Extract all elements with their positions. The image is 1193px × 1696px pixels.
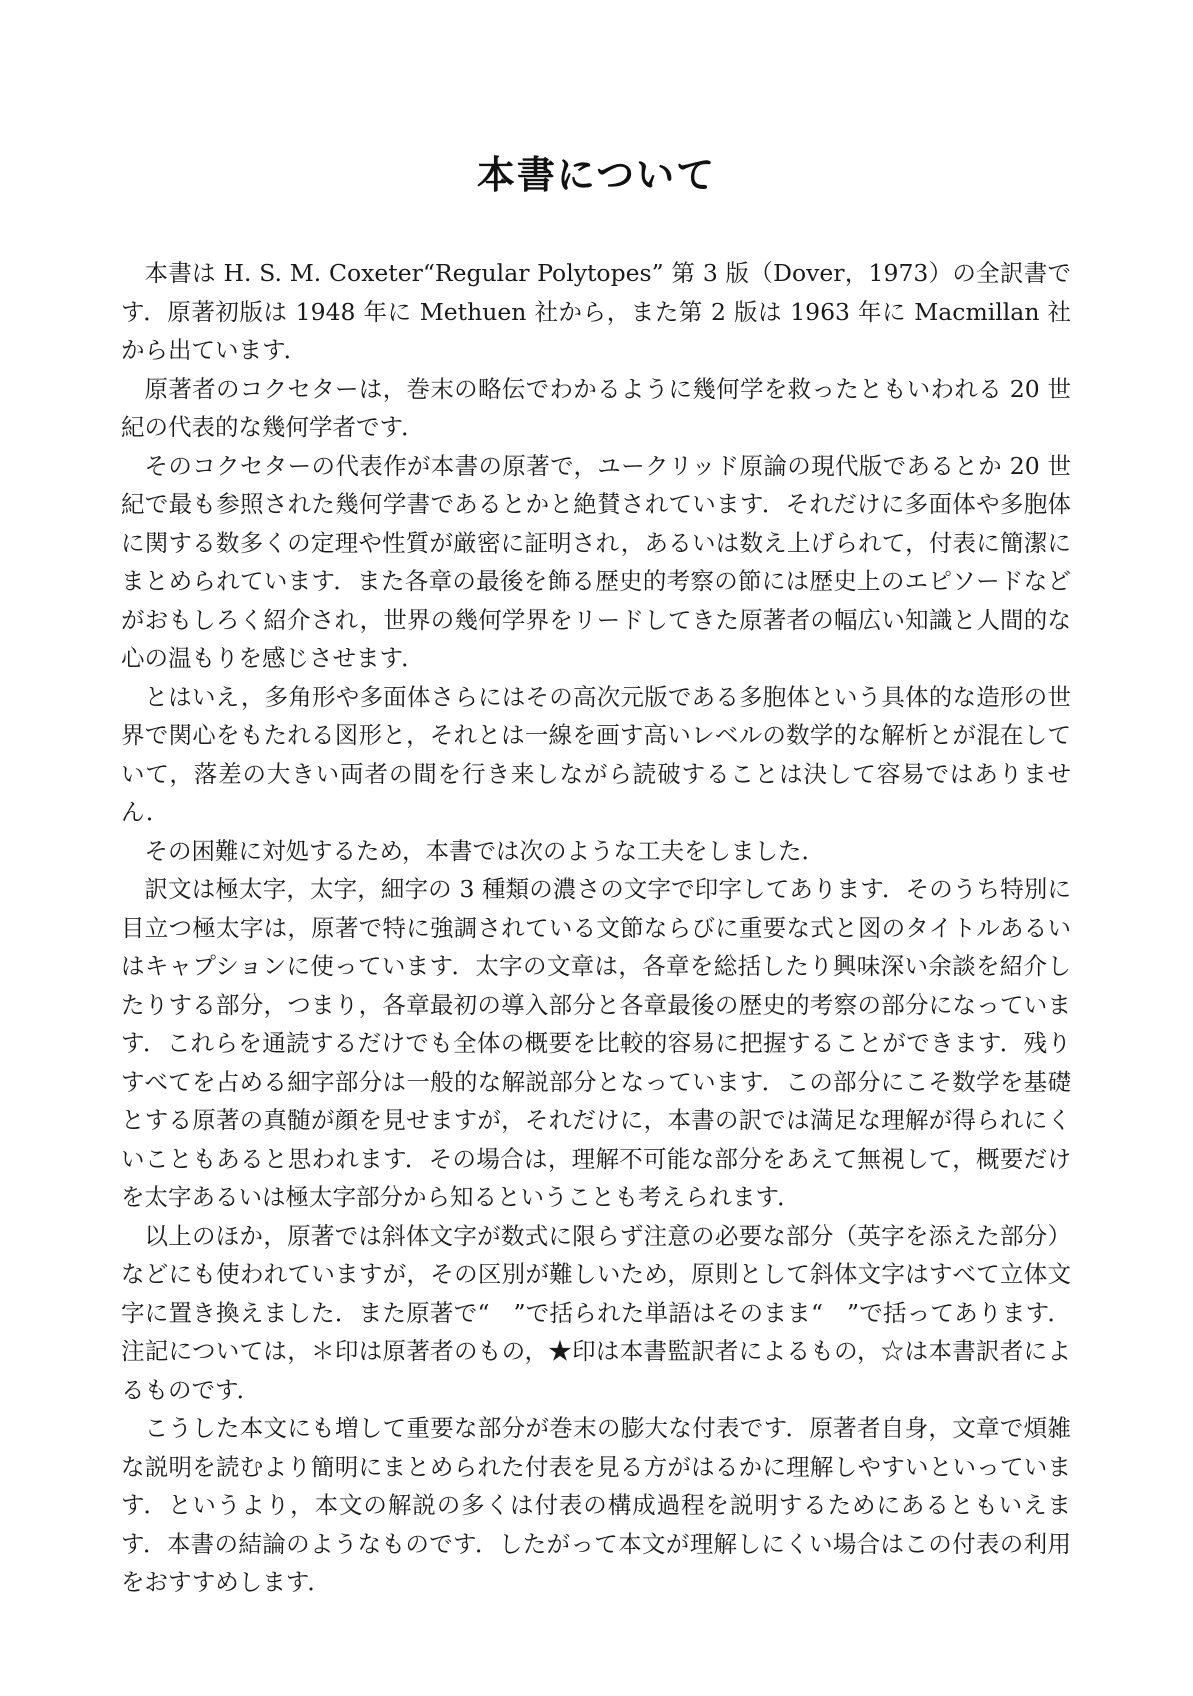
body-text — [121, 254, 1071, 1602]
paragraph: 訳文は極太字，太字，細字の 3 種類の濃さの文字で印字してあります．そのうち特別に目立つ極太字は，原著で特に強調されている文節ならびに重要な式と図のタイトルあるいはキャプションに使っています．太字の文章は，各章を総括したり興味深い余談を紹介したりする部分，つまり，各章最初の導入部分と各章最後の歴史的考察の部分になっています．これらを通読するだけでも全体の概要を比較的容易に把握することができます．残りすべてを占める細字部分は一般的な解説部分となっています．この部分にこそ数学を基礎とする原著の真髄が顔を見せますが，それだけに，本書の訳では満足な理解が得られにくいこともあると思われます．その場合は，理解不可能な部分をあえて無視して，概要だけを太字あるいは極太字部分から知るということも考えられます． — [121, 875, 1071, 1211]
page-title: 本書について — [476, 153, 717, 197]
paragraph: その困難に対処するため，本書では次のような工夫をしました． — [144, 836, 826, 865]
paragraph: とはいえ，多角形や多面体さらにはその高次元版である多胞体という具体的な造形の世界で関心をもたれる図形と，それとは一線を画す高いレベルの数学的な解析とが混在していて，落差の大きい両者の間を行き来しながら読破することは決して容易ではありません． — [121, 682, 1071, 826]
paragraph: こうした本文にも増して重要な部分が巻末の膨大な付表です．原著者自身，文章で煩雑な説明を読むより簡明にまとめられた付表を見る方がはるかに理解しやすいといっています．というより，本文の解説の多くは付表の構成過程を説明するためにあるともいえます．本書の結論のようなものです．したがって本文が理解しにくい場合はこの付表の利用をおすすめします． — [121, 1414, 1071, 1596]
paragraph: 本書は H. S. M. Coxeter“Regular Polytopes” 第 3 版（Dover，1973）の全訳書です．原著初版は 1948 年に Methuen 社から，また第 2 版は 1963 年に Macmillan 社から出ています． — [121, 259, 1071, 364]
paragraph: 以上のほか，原著では斜体文字が数式に限らず注意の必要な部分（英字を添えた部分）などにも使われていますが，その区別が難しいため，原則として斜体文字はすべて立体文字に置き換えました．また原著で“ ”で括られた単語はそのまま“ ”で括ってあります．注記については，＊印は原著者のもの，★印は本書監訳者によるもの，☆は本書訳者によるものです． — [121, 1221, 1071, 1404]
paragraph: 原著者のコクセターは，巻末の略伝でわかるように幾何学を救ったともいわれる 20 世紀の代表的な幾何学者です． — [121, 374, 1071, 441]
paragraph: そのコクセターの代表作が本書の原著で，ユークリッド原論の現代版であるとか 20 世紀で最も参照された幾何学書であるとかと絶賛されています．それだけに多面体や多胞体に関する数多くの定理や性質が厳密に証明され，あるいは数え上げられて，付表に簡潔にまとめられています．また各章の最後を飾る歴史的考察の節には歴史上のエピソードなどがおもしろく紹介され，世界の幾何学界をリードしてきた原著者の幅広い知識と人間的な心の温もりを感じさせます． — [121, 451, 1071, 672]
